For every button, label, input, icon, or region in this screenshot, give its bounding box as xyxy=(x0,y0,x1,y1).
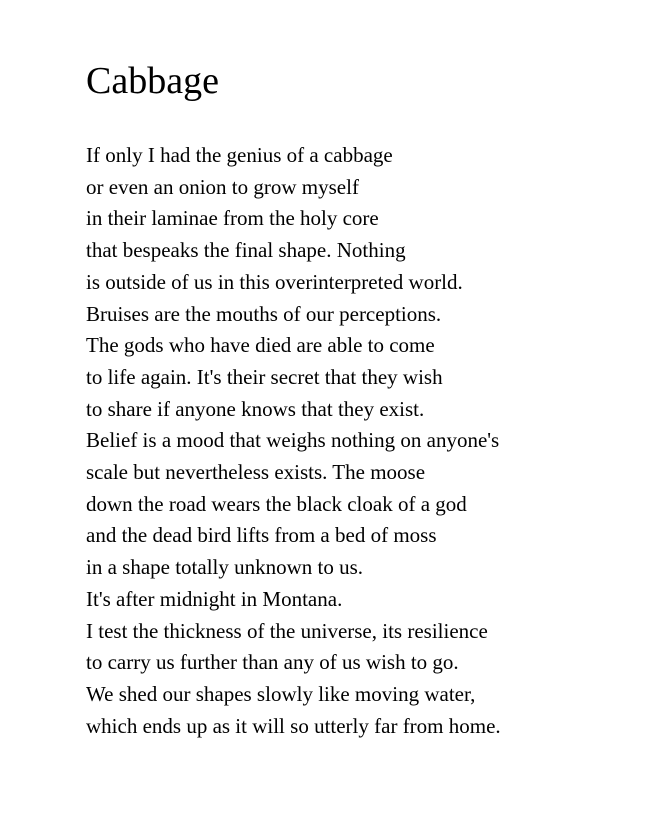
poem-line: to carry us further than any of us wish to go. xyxy=(86,650,459,675)
poem-line: Bruises are the mouths of our perceptions. xyxy=(86,301,442,326)
poem xyxy=(86,58,646,742)
poem-line: that bespeaks the final shape. Nothing xyxy=(86,238,406,263)
poem-line: and the dead bird lifts from a bed of moss xyxy=(86,523,437,548)
poem-line: It's after midnight in Montana. xyxy=(86,586,343,611)
poem-line: We shed our shapes slowly like moving water, xyxy=(86,681,476,706)
poem-body xyxy=(86,140,646,742)
poem-title: Cabbage xyxy=(86,60,219,102)
poem-line: scale but nevertheless exists. The moose xyxy=(86,460,426,485)
poem-line: or even an onion to grow myself xyxy=(86,174,359,199)
poem-line: to share if anyone knows that they exist. xyxy=(86,396,425,421)
poem-line: If only I had the genius of a cabbage xyxy=(86,143,393,167)
poem-line: is outside of us in this overinterpreted world. xyxy=(86,269,463,294)
poem-line: I test the thickness of the universe, its resilience xyxy=(86,618,488,643)
poem-line: down the road wears the black cloak of a god xyxy=(86,491,467,516)
poem-line: in a shape totally unknown to us. xyxy=(86,555,364,580)
poem-line: The gods who have died are able to come xyxy=(86,333,435,358)
poem-line: to life again. It's their secret that they wish xyxy=(86,364,443,389)
poem-line: in their laminae from the holy core xyxy=(86,206,379,231)
poem-line: Belief is a mood that weighs nothing on anyone's xyxy=(86,428,500,453)
poem-line: which ends up as it will so utterly far from home. xyxy=(86,713,501,738)
